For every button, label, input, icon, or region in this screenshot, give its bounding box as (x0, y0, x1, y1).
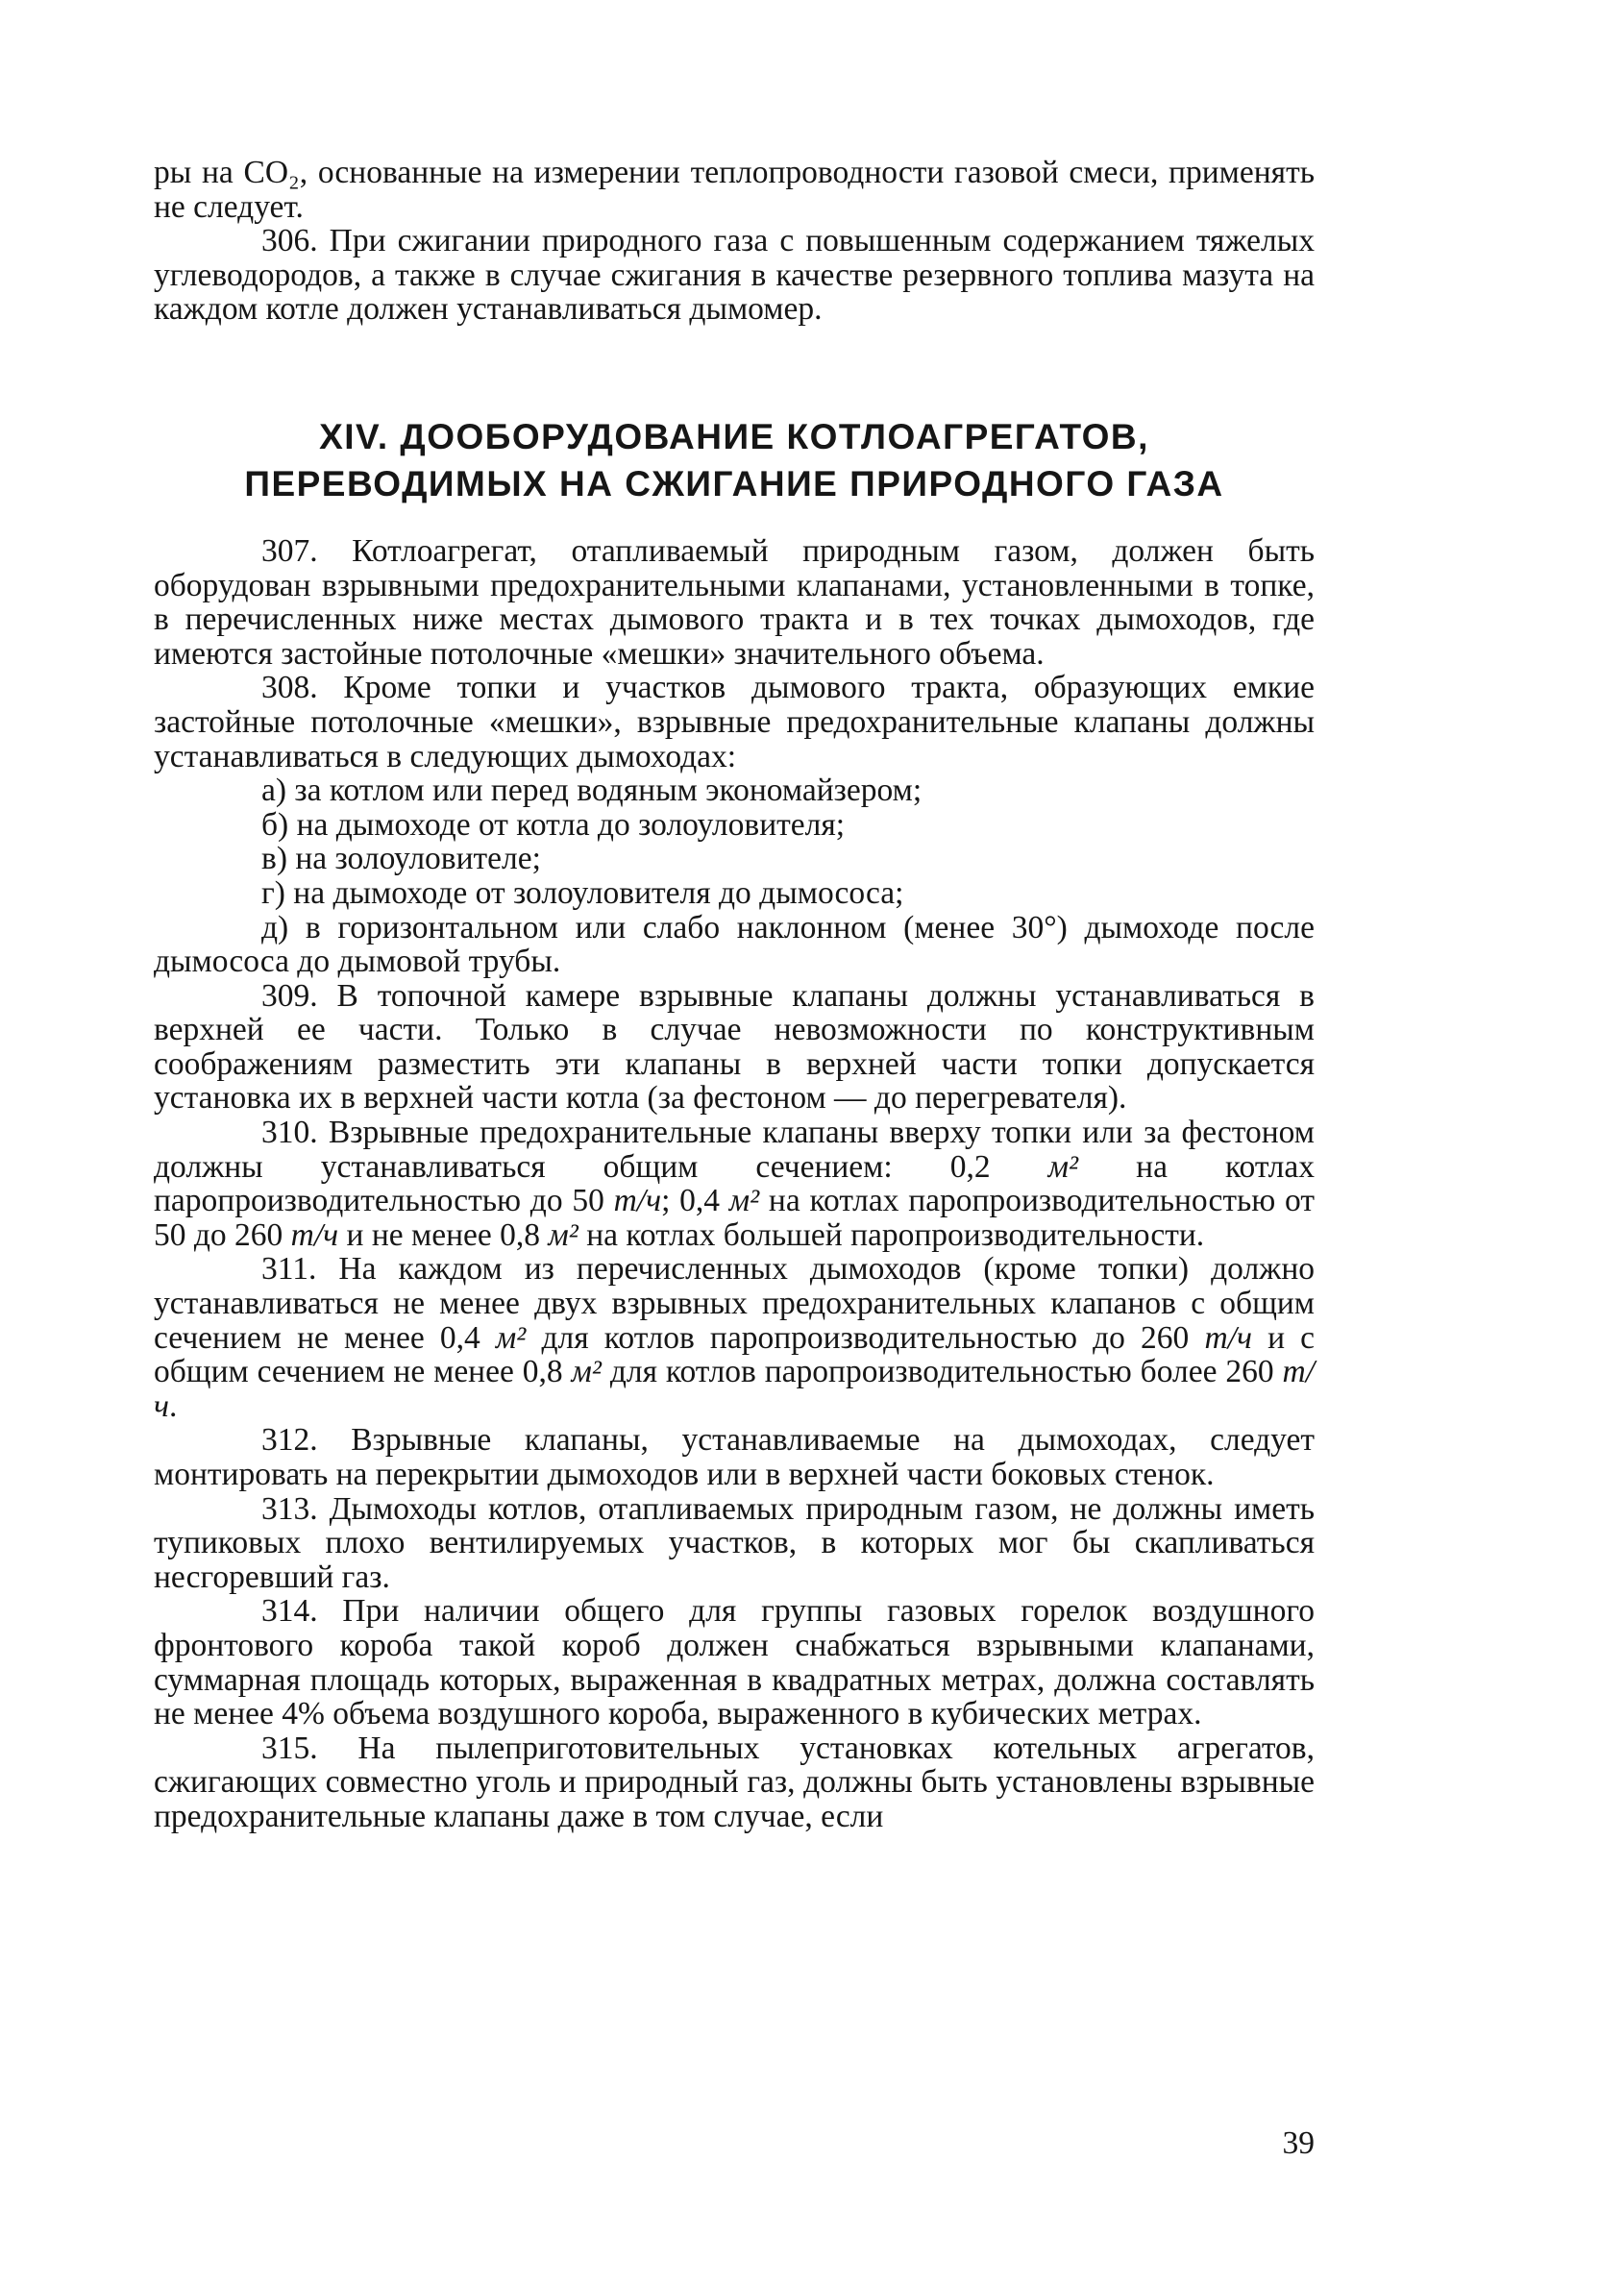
list-item-v: в) на золоуловителе; (261, 841, 541, 877)
list-item-g: г) на дымоходе от золоуловителя до дымососа; (261, 874, 904, 911)
paragraph-315: 315. На пылеприготовительных установках котельных агрегатов, сжигающих совместно уголь и природный газ, должны быть установлены взрывные предохранительные клапаны даже в том случае, если (154, 1730, 1315, 1834)
p311-unit-4: т/ч (154, 1354, 1316, 1424)
paragraph-314: 314. При наличии общего для группы газовых горелок воздушного фронтового короба такой короб должен снабжаться взрывными клапанами, суммарная площадь которых, выраженная в квадратных метрах, должна составлять не менее 4% объема воздушного короба, выраженного в кубических метрах. (154, 1593, 1315, 1732)
p310-unit-2: т/ч (613, 1183, 662, 1219)
p310-text-a: 310. Взрывные предохранительные клапаны вверху топки или за фестоном должны устанавливаться общим сечением: 0,2 (154, 1115, 1315, 1185)
paragraph-312: 312. Взрывные клапаны, устанавливаемые на дымоходах, следует монтировать на перекрытии дымоходов или в верхней части боковых стенок. (154, 1422, 1315, 1492)
paragraph-308: 308. Кроме топки и участков дымового тракта, образующих емкие застойные потолочные «мешки», взрывные предохранительные клапаны должны устанавливаться в следующих дымоходах: (154, 670, 1315, 774)
heading-line-2: ПЕРЕВОДИМЫХ НА СЖИГАНИЕ ПРИРОДНОГО ГАЗА (244, 463, 1224, 503)
p310-text-b: на котлах паропроизводительностью до 50 (154, 1148, 1315, 1219)
p311-text-a: 311. На каждом из перечисленных дымоходов (кроме топки) должно устанавливаться не менее двух взрывных предохранительных клапанов с общим сечением не менее 0,4 (154, 1251, 1315, 1356)
p310-text-e: и не менее 0,8 (338, 1216, 549, 1253)
p311-unit-2: т/ч (1204, 1319, 1252, 1356)
paragraph-309: 309. В топочной камере взрывные клапаны должны устанавливаться в верхней ее части. Только в случае невозможности по конструктивным соображениям разместить эти клапаны в верхней части топки допускается установка их в верхней части котла (за фестоном — до перегревателя). (154, 977, 1315, 1117)
paragraph-313: 313. Дымоходы котлов, отапливаемых природным газом, не должны иметь тупиковых плохо вентилируемых участков, в которых мог бы скапливаться несгоревший газ. (154, 1490, 1315, 1595)
p311-text-c: и с общим сечением не менее 0,8 (154, 1319, 1316, 1390)
p311-text-d: для котлов паропроизводительностью более 260 (601, 1354, 1283, 1390)
list-item-a: а) за котлом или перед водяным экономайзером; (261, 773, 923, 809)
p311-unit-1: м² (495, 1319, 527, 1356)
paragraph-306: 306. При сжигании природного газа с повышенным содержанием тяжелых углеводородов, а также в случае сжигания в качестве резервного топлива мазута на каждом котле должен устанавливаться дымомер. (154, 223, 1315, 328)
p310-unit-5: м² (548, 1216, 578, 1253)
p310-text-d: на котлах паропроизводительностью от 50 до 260 (154, 1183, 1315, 1253)
list-item-b: б) на дымоходе от котла до золоуловителя; (261, 806, 846, 843)
p311-text-b: для котлов паропроизводительностью до 260 (526, 1319, 1205, 1356)
paragraph-311 (154, 1252, 1315, 1423)
p310-text-c: ; 0,4 (661, 1183, 729, 1219)
paragraph-307: 307. Котлоагрегат, отапливаемый природным газом, должен быть оборудован взрывными предохранительными клапанами, установленными в топке, в перечисленных ниже местах дымового тракта и в тех точках дымоходов, где имеются застойные потолочные «мешки» значительного объема. (154, 532, 1315, 672)
document-page (154, 156, 1315, 1834)
p310-unit-1: м² (1047, 1148, 1079, 1185)
p311-unit-3: м² (571, 1354, 602, 1390)
heading-line-1: XIV. ДООБОРУДОВАНИЕ КОТЛОАГРЕГАТОВ, (319, 416, 1149, 456)
page-number: 39 (1282, 2125, 1315, 2161)
p311-text-e: . (168, 1387, 178, 1424)
list-item-d: д) в горизонтальном или слабо наклонном (менее 30°) дымоходе после дымососа до дымовой трубы. (154, 909, 1315, 980)
p310-unit-4: т/ч (290, 1216, 339, 1253)
continuation-paragraph: ры на CO₂, основанные на измерении теплопроводности газовой смеси, применять не следует. (154, 155, 1315, 225)
paragraph-310 (154, 1116, 1315, 1252)
section-heading (154, 413, 1315, 507)
p310-unit-3: м² (728, 1183, 760, 1219)
p310-text-f: на котлах большей паропроизводительности. (578, 1216, 1205, 1253)
